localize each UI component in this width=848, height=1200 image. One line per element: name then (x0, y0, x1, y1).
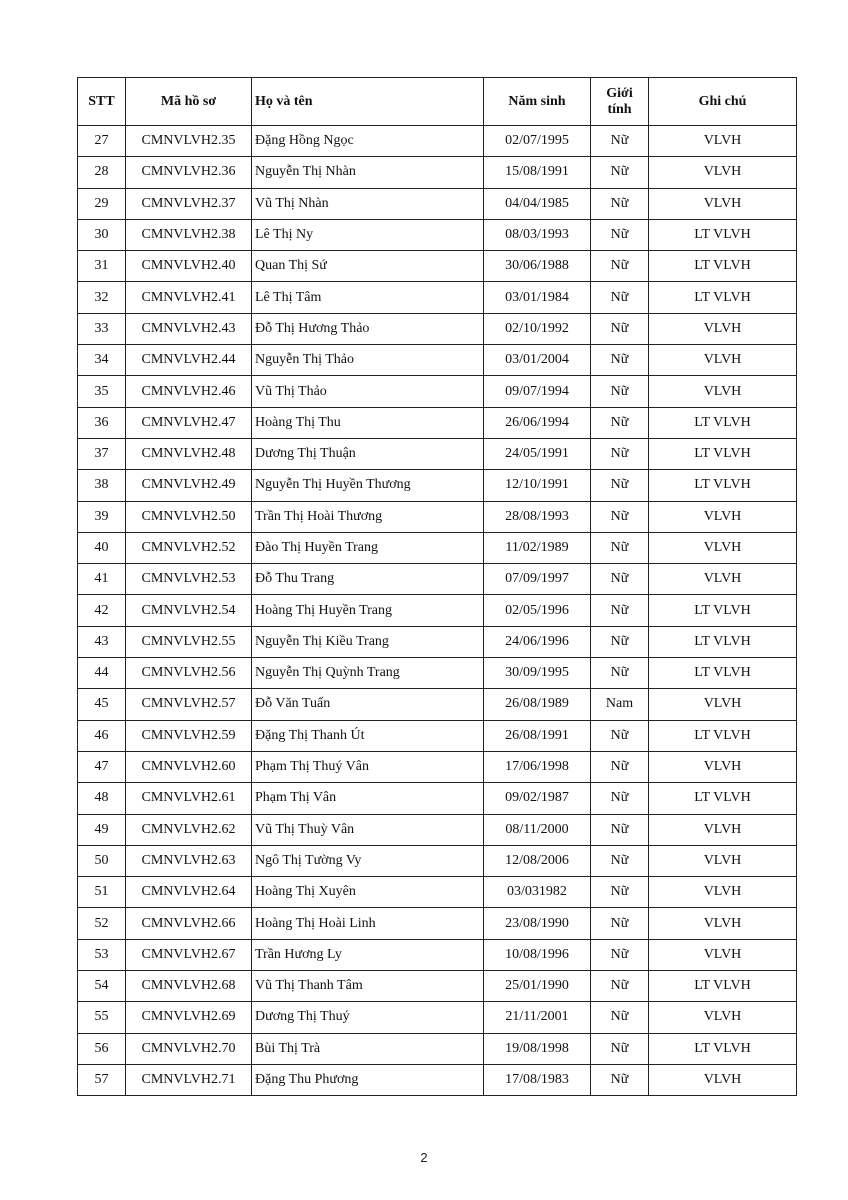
cell-gioi-tinh: Nữ (591, 345, 649, 376)
cell-ghi-chu: VLVH (649, 532, 797, 563)
cell-ghi-chu: VLVH (649, 345, 797, 376)
cell-ghi-chu: VLVH (649, 126, 797, 157)
cell-ma-ho-so: CMNVLVH2.56 (126, 658, 252, 689)
table-header (78, 78, 797, 126)
cell-ma-ho-so: CMNVLVH2.48 (126, 438, 252, 469)
cell-nam-sinh: 28/08/1993 (484, 501, 591, 532)
cell-gioi-tinh: Nữ (591, 251, 649, 282)
cell-gioi-tinh: Nữ (591, 971, 649, 1002)
cell-gioi-tinh: Nữ (591, 157, 649, 188)
cell-stt: 43 (78, 626, 126, 657)
cell-ghi-chu: LT VLVH (649, 438, 797, 469)
cell-ghi-chu: VLVH (649, 564, 797, 595)
table-body (78, 126, 797, 1096)
cell-stt: 45 (78, 689, 126, 720)
cell-ghi-chu: LT VLVH (649, 470, 797, 501)
cell-stt: 34 (78, 345, 126, 376)
cell-nam-sinh: 30/06/1988 (484, 251, 591, 282)
cell-ghi-chu: LT VLVH (649, 783, 797, 814)
cell-ghi-chu: VLVH (649, 313, 797, 344)
table-row (78, 908, 797, 939)
cell-ma-ho-so: CMNVLVH2.64 (126, 877, 252, 908)
cell-ma-ho-so: CMNVLVH2.37 (126, 188, 252, 219)
table-row (78, 814, 797, 845)
cell-gioi-tinh: Nữ (591, 720, 649, 751)
cell-ghi-chu: VLVH (649, 689, 797, 720)
table-row (78, 689, 797, 720)
cell-ho-va-ten: Đặng Thị Thanh Út (252, 720, 484, 751)
table-row (78, 188, 797, 219)
cell-ho-va-ten: Đỗ Thu Trang (252, 564, 484, 595)
cell-ho-va-ten: Bùi Thị Trà (252, 1033, 484, 1064)
table-row (78, 376, 797, 407)
cell-ghi-chu: VLVH (649, 1064, 797, 1095)
table-row (78, 501, 797, 532)
table-row (78, 219, 797, 250)
cell-gioi-tinh: Nữ (591, 188, 649, 219)
cell-ma-ho-so: CMNVLVH2.55 (126, 626, 252, 657)
cell-stt: 37 (78, 438, 126, 469)
cell-ma-ho-so: CMNVLVH2.59 (126, 720, 252, 751)
cell-ho-va-ten: Vũ Thị Thanh Tâm (252, 971, 484, 1002)
cell-stt: 30 (78, 219, 126, 250)
cell-gioi-tinh: Nữ (591, 126, 649, 157)
cell-ho-va-ten: Ngô Thị Tường Vy (252, 845, 484, 876)
cell-ma-ho-so: CMNVLVH2.63 (126, 845, 252, 876)
cell-ghi-chu: LT VLVH (649, 595, 797, 626)
cell-ma-ho-so: CMNVLVH2.54 (126, 595, 252, 626)
cell-ma-ho-so: CMNVLVH2.52 (126, 532, 252, 563)
cell-stt: 50 (78, 845, 126, 876)
cell-nam-sinh: 07/09/1997 (484, 564, 591, 595)
cell-ma-ho-so: CMNVLVH2.60 (126, 751, 252, 782)
header-gioi-tinh-line2: tính (607, 101, 632, 117)
cell-stt: 53 (78, 939, 126, 970)
cell-stt: 55 (78, 1002, 126, 1033)
cell-ma-ho-so: CMNVLVH2.68 (126, 971, 252, 1002)
cell-ho-va-ten: Đặng Thu Phương (252, 1064, 484, 1095)
cell-ghi-chu: VLVH (649, 1002, 797, 1033)
header-nam-sinh: Năm sinh (484, 78, 591, 126)
cell-nam-sinh: 02/07/1995 (484, 126, 591, 157)
cell-ma-ho-so: CMNVLVH2.61 (126, 783, 252, 814)
cell-ma-ho-so: CMNVLVH2.50 (126, 501, 252, 532)
cell-ho-va-ten: Đào Thị Huyền Trang (252, 532, 484, 563)
cell-gioi-tinh: Nữ (591, 1002, 649, 1033)
cell-ghi-chu: LT VLVH (649, 251, 797, 282)
cell-ma-ho-so: CMNVLVH2.49 (126, 470, 252, 501)
cell-stt: 47 (78, 751, 126, 782)
cell-ho-va-ten: Nguyễn Thị Quỳnh Trang (252, 658, 484, 689)
cell-gioi-tinh: Nữ (591, 939, 649, 970)
cell-ma-ho-so: CMNVLVH2.46 (126, 376, 252, 407)
cell-gioi-tinh: Nữ (591, 564, 649, 595)
cell-gioi-tinh: Nữ (591, 751, 649, 782)
cell-ho-va-ten: Đỗ Thị Hương Thảo (252, 313, 484, 344)
cell-ho-va-ten: Nguyễn Thị Huyền Thương (252, 470, 484, 501)
cell-stt: 35 (78, 376, 126, 407)
cell-ghi-chu: VLVH (649, 188, 797, 219)
cell-nam-sinh: 08/11/2000 (484, 814, 591, 845)
cell-ma-ho-so: CMNVLVH2.53 (126, 564, 252, 595)
cell-nam-sinh: 03/01/2004 (484, 345, 591, 376)
cell-gioi-tinh: Nữ (591, 845, 649, 876)
cell-nam-sinh: 17/08/1983 (484, 1064, 591, 1095)
cell-ghi-chu: VLVH (649, 376, 797, 407)
cell-ho-va-ten: Lê Thị Tâm (252, 282, 484, 313)
cell-stt: 32 (78, 282, 126, 313)
cell-nam-sinh: 02/10/1992 (484, 313, 591, 344)
cell-ho-va-ten: Lê Thị Ny (252, 219, 484, 250)
cell-ma-ho-so: CMNVLVH2.44 (126, 345, 252, 376)
cell-ho-va-ten: Đỗ Văn Tuấn (252, 689, 484, 720)
cell-nam-sinh: 12/08/2006 (484, 845, 591, 876)
cell-ghi-chu: LT VLVH (649, 282, 797, 313)
cell-ho-va-ten: Nguyễn Thị Nhàn (252, 157, 484, 188)
header-ho-va-ten: Họ và tên (252, 78, 484, 126)
header-gioi-tinh (591, 78, 649, 126)
cell-stt: 41 (78, 564, 126, 595)
cell-gioi-tinh: Nữ (591, 626, 649, 657)
cell-stt: 29 (78, 188, 126, 219)
cell-gioi-tinh: Nữ (591, 595, 649, 626)
cell-ma-ho-so: CMNVLVH2.36 (126, 157, 252, 188)
cell-ho-va-ten: Hoàng Thị Thu (252, 407, 484, 438)
cell-stt: 49 (78, 814, 126, 845)
table-row (78, 877, 797, 908)
cell-nam-sinh: 26/08/1989 (484, 689, 591, 720)
cell-gioi-tinh: Nam (591, 689, 649, 720)
cell-ghi-chu: LT VLVH (649, 626, 797, 657)
cell-stt: 36 (78, 407, 126, 438)
cell-stt: 54 (78, 971, 126, 1002)
cell-ho-va-ten: Hoàng Thị Hoài Linh (252, 908, 484, 939)
table-row (78, 595, 797, 626)
cell-gioi-tinh: Nữ (591, 470, 649, 501)
table-row (78, 564, 797, 595)
cell-stt: 44 (78, 658, 126, 689)
header-row (78, 78, 797, 126)
cell-nam-sinh: 23/08/1990 (484, 908, 591, 939)
cell-stt: 27 (78, 126, 126, 157)
cell-ma-ho-so: CMNVLVH2.69 (126, 1002, 252, 1033)
cell-ghi-chu: LT VLVH (649, 219, 797, 250)
cell-stt: 38 (78, 470, 126, 501)
cell-gioi-tinh: Nữ (591, 1033, 649, 1064)
header-gioi-tinh-line1: Giới (606, 85, 633, 101)
cell-nam-sinh: 02/05/1996 (484, 595, 591, 626)
cell-ma-ho-so: CMNVLVH2.40 (126, 251, 252, 282)
cell-ghi-chu: VLVH (649, 751, 797, 782)
cell-gioi-tinh: Nữ (591, 658, 649, 689)
cell-ghi-chu: VLVH (649, 939, 797, 970)
cell-nam-sinh: 15/08/1991 (484, 157, 591, 188)
table-row (78, 1064, 797, 1095)
cell-ma-ho-so: CMNVLVH2.57 (126, 689, 252, 720)
cell-ho-va-ten: Vũ Thị Nhàn (252, 188, 484, 219)
cell-gioi-tinh: Nữ (591, 407, 649, 438)
cell-ho-va-ten: Phạm Thị Thuý Vân (252, 751, 484, 782)
cell-ho-va-ten: Nguyễn Thị Thảo (252, 345, 484, 376)
cell-gioi-tinh: Nữ (591, 282, 649, 313)
table-row (78, 939, 797, 970)
cell-nam-sinh: 25/01/1990 (484, 971, 591, 1002)
cell-stt: 31 (78, 251, 126, 282)
cell-ho-va-ten: Hoàng Thị Xuyên (252, 877, 484, 908)
table-row (78, 157, 797, 188)
cell-gioi-tinh: Nữ (591, 814, 649, 845)
cell-gioi-tinh: Nữ (591, 501, 649, 532)
cell-ma-ho-so: CMNVLVH2.41 (126, 282, 252, 313)
cell-nam-sinh: 30/09/1995 (484, 658, 591, 689)
cell-nam-sinh: 26/08/1991 (484, 720, 591, 751)
cell-nam-sinh: 26/06/1994 (484, 407, 591, 438)
cell-ghi-chu: VLVH (649, 814, 797, 845)
table-row (78, 532, 797, 563)
table-row (78, 845, 797, 876)
table-row (78, 751, 797, 782)
table-row (78, 345, 797, 376)
cell-ghi-chu: LT VLVH (649, 720, 797, 751)
cell-stt: 52 (78, 908, 126, 939)
cell-gioi-tinh: Nữ (591, 532, 649, 563)
cell-ho-va-ten: Dương Thị Thuận (252, 438, 484, 469)
cell-ho-va-ten: Nguyễn Thị Kiều Trang (252, 626, 484, 657)
table-row (78, 1002, 797, 1033)
cell-gioi-tinh: Nữ (591, 783, 649, 814)
table-row (78, 658, 797, 689)
cell-ho-va-ten: Hoàng Thị Huyền Trang (252, 595, 484, 626)
table-row (78, 126, 797, 157)
cell-nam-sinh: 24/06/1996 (484, 626, 591, 657)
cell-nam-sinh: 04/04/1985 (484, 188, 591, 219)
cell-ma-ho-so: CMNVLVH2.66 (126, 908, 252, 939)
cell-ma-ho-so: CMNVLVH2.62 (126, 814, 252, 845)
cell-nam-sinh: 09/07/1994 (484, 376, 591, 407)
cell-nam-sinh: 03/01/1984 (484, 282, 591, 313)
cell-stt: 56 (78, 1033, 126, 1064)
cell-stt: 42 (78, 595, 126, 626)
cell-ho-va-ten: Đặng Hồng Ngọc (252, 126, 484, 157)
cell-stt: 51 (78, 877, 126, 908)
cell-nam-sinh: 08/03/1993 (484, 219, 591, 250)
cell-ghi-chu: LT VLVH (649, 407, 797, 438)
cell-ghi-chu: VLVH (649, 877, 797, 908)
cell-stt: 39 (78, 501, 126, 532)
cell-stt: 33 (78, 313, 126, 344)
table-row (78, 313, 797, 344)
table-row (78, 438, 797, 469)
table-row (78, 1033, 797, 1064)
table-row (78, 282, 797, 313)
cell-nam-sinh: 17/06/1998 (484, 751, 591, 782)
cell-stt: 40 (78, 532, 126, 563)
student-roster-table (77, 77, 797, 1096)
table-row (78, 720, 797, 751)
cell-gioi-tinh: Nữ (591, 1064, 649, 1095)
cell-ho-va-ten: Vũ Thị Thảo (252, 376, 484, 407)
table-row (78, 407, 797, 438)
cell-nam-sinh: 19/08/1998 (484, 1033, 591, 1064)
cell-nam-sinh: 03/031982 (484, 877, 591, 908)
cell-nam-sinh: 11/02/1989 (484, 532, 591, 563)
cell-ho-va-ten: Dương Thị Thuý (252, 1002, 484, 1033)
cell-ghi-chu: LT VLVH (649, 1033, 797, 1064)
cell-stt: 46 (78, 720, 126, 751)
cell-ma-ho-so: CMNVLVH2.70 (126, 1033, 252, 1064)
cell-gioi-tinh: Nữ (591, 908, 649, 939)
table-row (78, 971, 797, 1002)
table-row (78, 251, 797, 282)
table-row (78, 626, 797, 657)
cell-ghi-chu: LT VLVH (649, 658, 797, 689)
header-ghi-chu: Ghi chú (649, 78, 797, 126)
page-number: 2 (420, 1150, 428, 1165)
cell-nam-sinh: 21/11/2001 (484, 1002, 591, 1033)
cell-nam-sinh: 24/05/1991 (484, 438, 591, 469)
cell-ma-ho-so: CMNVLVH2.38 (126, 219, 252, 250)
cell-gioi-tinh: Nữ (591, 376, 649, 407)
cell-ho-va-ten: Vũ Thị Thuỳ Vân (252, 814, 484, 845)
cell-ghi-chu: VLVH (649, 845, 797, 876)
cell-stt: 57 (78, 1064, 126, 1095)
cell-ghi-chu: VLVH (649, 908, 797, 939)
cell-gioi-tinh: Nữ (591, 219, 649, 250)
cell-ma-ho-so: CMNVLVH2.71 (126, 1064, 252, 1095)
cell-ho-va-ten: Trần Thị Hoài Thương (252, 501, 484, 532)
table-row (78, 470, 797, 501)
cell-ho-va-ten: Phạm Thị Vân (252, 783, 484, 814)
cell-ma-ho-so: CMNVLVH2.47 (126, 407, 252, 438)
cell-ghi-chu: VLVH (649, 157, 797, 188)
cell-ma-ho-so: CMNVLVH2.35 (126, 126, 252, 157)
cell-ho-va-ten: Quan Thị Sứ (252, 251, 484, 282)
header-stt: STT (78, 78, 126, 126)
cell-ghi-chu: LT VLVH (649, 971, 797, 1002)
cell-nam-sinh: 09/02/1987 (484, 783, 591, 814)
cell-nam-sinh: 12/10/1991 (484, 470, 591, 501)
cell-ho-va-ten: Trần Hương Ly (252, 939, 484, 970)
cell-stt: 28 (78, 157, 126, 188)
cell-stt: 48 (78, 783, 126, 814)
cell-ma-ho-so: CMNVLVH2.67 (126, 939, 252, 970)
cell-gioi-tinh: Nữ (591, 438, 649, 469)
cell-ma-ho-so: CMNVLVH2.43 (126, 313, 252, 344)
cell-ghi-chu: VLVH (649, 501, 797, 532)
table-row (78, 783, 797, 814)
cell-gioi-tinh: Nữ (591, 877, 649, 908)
header-ma-ho-so: Mã hồ sơ (126, 78, 252, 126)
cell-gioi-tinh: Nữ (591, 313, 649, 344)
cell-nam-sinh: 10/08/1996 (484, 939, 591, 970)
